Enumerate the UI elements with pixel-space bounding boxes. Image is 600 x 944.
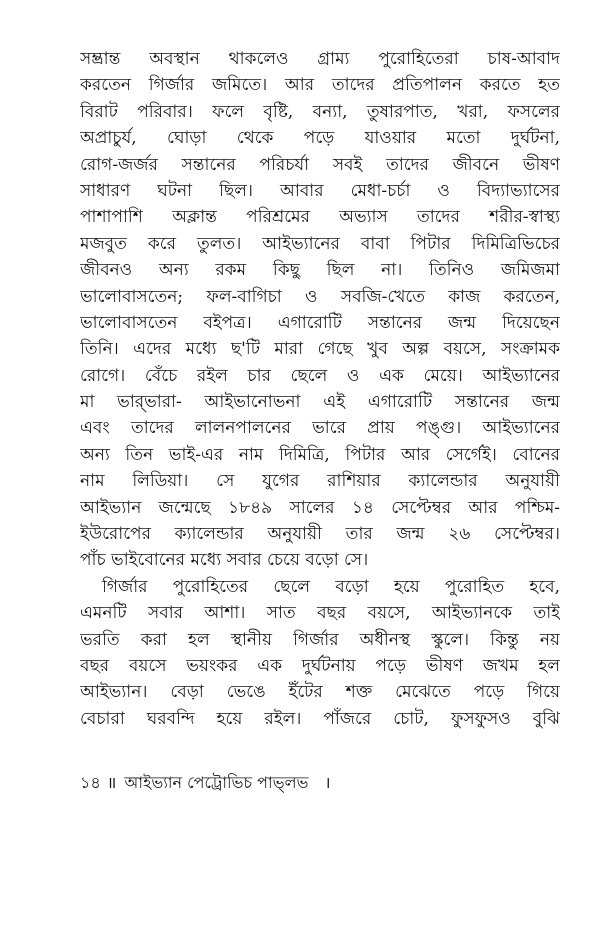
text-line: ইউরোপের ক্যালেন্ডার অনুযায়ী তার জন্ম ২৬ সেপ্টেম্বর।: [80, 524, 560, 545]
text-line: রোগ-জর্জর সন্তানের পরিচর্যা সবই তাদের জীবনে ভীষণ: [80, 154, 560, 175]
text-line: জীবনও অন্য রকম কিছু ছিল না। তিনিও জমিজমা: [80, 260, 560, 281]
text-line: বছর বয়সে ভয়ংকর এক দুর্ঘটনায় পড়ে ভীষণ জখম হল: [80, 655, 560, 676]
text-line: এমনটি সবার আশা। সাত বছর বয়সে, আইভ্যানকে তাই: [80, 603, 560, 624]
page-footer: [80, 770, 560, 796]
text-line: অপ্রাচুর্য, ঘোড়া থেকে পড়ে যাওয়ার মতো দুর্ঘটনা,: [80, 128, 560, 149]
text-line: সাধারণ ঘটনা ছিল। আবার মেধা-চর্চা ও বিদ্যাভ্যাসের: [80, 180, 560, 201]
text-line: পাশাপাশি অক্লান্ত পরিশ্রমের অভ্যাস তাদের শরীর-স্বাস্থ্য: [80, 207, 560, 228]
body-text: [80, 46, 560, 732]
text-line: তিনি। এদের মধ্যে ছ'টি মারা গেছে খুব অল্প বয়সে, সংক্রামক: [80, 339, 560, 360]
text-line: বিরাট পরিবার। ফলে বৃষ্টি, বন্যা, তুষারপাত, খরা, ফসলের: [80, 101, 560, 122]
text-line: ভালোবাসতেন বইপত্র। এগারোটি সন্তানের জন্ম দিয়েছেন: [80, 312, 560, 333]
text-line: মা ভার্‌ভারা- আইভানোভনা এই এগারোটি সন্তানের জন্ম: [80, 392, 560, 413]
text-line: অন্য তিন ভাই-এর নাম দিমিত্রি, পিটার আর সের্গেই। বোনের: [80, 444, 560, 465]
page-number: ১৪: [80, 773, 101, 792]
text-line: এবং তাদের লালনপালনের ভারে প্রায় পঙ্গু। আইভ্যানের: [80, 418, 560, 439]
text-line: মজবুত করে তুলত। আইভ্যানের বাবা পিটার দিমিত্রিভিচের: [80, 233, 560, 254]
running-title: আইভ্যান পেট্রোভিচ পাভ্‌লভ: [124, 773, 309, 792]
paragraph-start-line: গির্জার পুরোহিতের ছেলে বড়ো হয়ে পুরোহিত হবে,: [102, 576, 560, 597]
text-line: ভালোবাসতেন; ফল-বাগিচা ও সবজি-খেতে কাজ করতেন,: [80, 286, 560, 307]
text-line: নাম লিডিয়া। সে যুগের রাশিয়ার ক্যালেন্ডার অনুযায়ী: [80, 471, 560, 492]
text-line: বেচারা ঘরবন্দি হয়ে রইল। পাঁজরে চোট, ফুসফুসও বুঝি: [80, 708, 560, 729]
text-line: সম্ভ্রান্ত অবস্থান থাকলেও গ্রাম্য পুরোহিতেরা চাষ-আবাদ: [80, 49, 560, 69]
end-mark: ।: [324, 773, 331, 792]
text-line: ভরতি করা হল স্থানীয় গির্জার অধীনস্থ স্কুলে। কিন্তু নয়: [80, 629, 560, 650]
text-line: আইভ্যান। বেড়া ভেঙে ইঁটের শক্ত মেঝেতে পড়ে গিয়ে: [80, 682, 560, 703]
folio-separator: ॥: [106, 773, 117, 792]
text-line: আইভ্যান জন্মেছে ১৮৪৯ সালের ১৪ সেপ্টেম্বর আর পশ্চিম-: [80, 497, 560, 518]
text-line: পাঁচ ভাইবোনের মধ্যে সবার চেয়ে বড়ো সে।: [80, 550, 369, 571]
text-line: করতেন গির্জার জমিতে। আর তাদের প্রতিপালন করতে হত: [80, 75, 560, 96]
text-line: রোগে। বেঁচে রইল চার ছেলে ও এক মেয়ে। আইভ্যানের: [80, 365, 560, 386]
